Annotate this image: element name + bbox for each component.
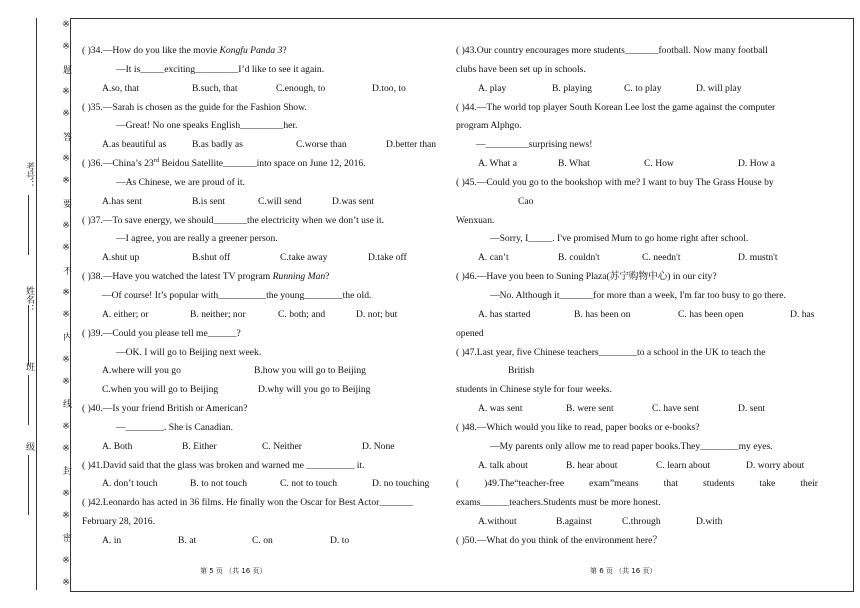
option-a: A.so, that <box>102 82 140 94</box>
q48-stem: ( )48.—Which would you like to read, paper books or e-books? <box>456 421 700 433</box>
option-c: C. How <box>644 158 674 170</box>
option-b: B. has been on <box>574 308 631 320</box>
option-d: D. worry about <box>746 459 805 471</box>
q36-stem: ( )36.—China’s 23rd Beidou Satellite_______into space on June 12, 2016. <box>82 156 366 170</box>
option-c: C.will send <box>258 195 302 207</box>
option-b: B.shut off <box>192 252 231 264</box>
option-a: A. don’t touch <box>102 478 158 490</box>
q45-reply: —Sorry, I_____. I've promised Mum to go home right after school. <box>490 233 749 245</box>
q34-reply: —It is_____exciting_________I’d like to see it again. <box>116 63 325 75</box>
option-b: B.is sent <box>192 195 226 207</box>
option-a: A. talk about <box>478 459 528 471</box>
seal-mark: 封 <box>62 466 72 476</box>
q46-cont: opened <box>456 327 484 339</box>
option-b: B.such, that <box>192 82 238 94</box>
seal-mark: 不 <box>62 265 72 275</box>
seal-mark: ※ <box>62 86 72 97</box>
seal-mark: ※ <box>62 243 72 254</box>
option-a: A. can’t <box>478 252 509 264</box>
q41-stem: ( )41.David said that the glass was broken and warned me __________ it. <box>82 459 365 471</box>
q47-cont1: British <box>508 365 535 377</box>
option-d: D.take off <box>368 252 407 264</box>
option-b: B.as badly as <box>192 139 243 151</box>
option-d: D. will play <box>696 82 742 94</box>
option-b: B. playing <box>552 82 592 94</box>
binding-margin <box>0 0 70 608</box>
seal-mark: ※ <box>62 555 72 566</box>
seal-mark: ※ <box>62 421 72 432</box>
seal-mark: 线 <box>62 399 72 409</box>
option-b: B.how you will go to Beijing <box>254 365 366 377</box>
q47-cont2: students in Chinese style for four weeks. <box>456 384 612 396</box>
seal-mark: 题 <box>62 64 72 74</box>
option-b: B. What <box>558 158 590 170</box>
q46-stem: ( )46.—Have you been to Suning Plaza(苏宁购物中心) in our city? <box>456 271 717 283</box>
option-b: B. Either <box>182 440 217 452</box>
seal-mark: ※ <box>62 488 72 499</box>
q34-stem: ( )34.—How do you like the movie Kongfu Panda 3? <box>82 45 287 56</box>
q49-options <box>456 513 818 532</box>
option-c: C. on <box>252 534 273 546</box>
seal-mark: ※ <box>62 354 72 365</box>
option-d: D.better than <box>386 139 437 151</box>
q45-stem: ( )45.—Could you go to the bookshop with me? I want to buy The Grass House by <box>456 176 774 188</box>
seal-mark: ※ <box>62 444 72 455</box>
q35-reply: —Great! No one speaks English_________her. <box>116 120 298 132</box>
q44-cont: program Alphgo. <box>456 120 522 132</box>
q45-options <box>456 249 818 268</box>
seal-mark: ※ <box>62 42 72 53</box>
seal-mark: 答 <box>62 131 72 141</box>
option-d: D. has <box>790 308 815 320</box>
xingming-label: 姓名： <box>25 286 35 313</box>
option-d: D. None <box>362 440 395 452</box>
seal-mark: ※ <box>62 287 72 298</box>
q40-reply: —________. She is Canadian. <box>116 421 233 433</box>
option-c: C.worse than <box>296 139 347 151</box>
q43-stem: ( )43.Our country encourages more students_______football. Now many football <box>456 45 768 56</box>
q38-options <box>82 306 422 325</box>
q35-options <box>82 136 437 155</box>
option-d: D. sent <box>738 403 766 415</box>
option-a: A. has started <box>478 308 531 320</box>
option-c: C. both; and <box>278 308 326 320</box>
option-a: A.has sent <box>102 195 142 207</box>
q39-options-ab <box>82 362 422 381</box>
seal-mark: ※ <box>62 153 72 164</box>
q37-reply: —I agree, you are really a greener person. <box>116 233 278 245</box>
seal-mark: ※ <box>62 578 72 588</box>
ji-label: 级 <box>25 442 35 451</box>
option-a: A. was sent <box>478 403 523 415</box>
option-a: A. What a <box>478 158 517 170</box>
q42-cont: February 28, 2016. <box>82 516 156 528</box>
option-a: A.shut up <box>102 252 140 264</box>
q46-options <box>456 306 818 325</box>
q43-cont: clubs have been set up in schools. <box>456 63 586 75</box>
option-a: A. in <box>102 534 122 546</box>
q41-options <box>82 475 430 494</box>
q49-cont: exams______teachers.Students must be more honest. <box>456 497 661 509</box>
option-c: C.through <box>622 516 661 528</box>
q40-stem: ( )40.—Is your friend British or American? <box>82 403 248 415</box>
option-a: A.where will you go <box>102 365 181 377</box>
q37-options <box>82 249 422 268</box>
right-column <box>456 42 818 551</box>
q45-cont2: Wenxuan. <box>456 214 495 226</box>
q36-reply: —As Chinese, we are proud of it. <box>116 176 245 188</box>
option-d: D.why will you go to Beijing <box>258 384 371 396</box>
option-b: B. hear about <box>566 459 618 471</box>
option-b: B. were sent <box>566 403 614 415</box>
q44-reply: —_________surprising news! <box>476 139 593 151</box>
seal-mark: ※ <box>62 377 72 388</box>
q39-options-cd <box>82 381 422 400</box>
q43-options <box>456 80 818 99</box>
option-c: C. have sent <box>652 403 700 415</box>
option-a: A.without <box>478 516 517 528</box>
option-c: C. not to touch <box>280 478 338 490</box>
option-d: D. mustn't <box>738 252 778 264</box>
option-b: B. to not touch <box>190 478 248 490</box>
q36-options <box>82 193 422 212</box>
seal-mark: 要 <box>62 198 72 208</box>
option-b: B.against <box>556 516 592 528</box>
option-c: C. has been open <box>678 308 744 320</box>
q40-options <box>82 438 422 457</box>
option-c: C. learn about <box>656 459 711 471</box>
q34-options <box>82 80 422 99</box>
option-c: C.take away <box>280 252 328 264</box>
option-a: A. either; or <box>102 308 149 320</box>
option-b: B. couldn't <box>558 252 600 264</box>
q38-reply: —Of course! It’s popular with__________the young________the old. <box>102 289 372 301</box>
option-d: D. not; but <box>356 308 398 320</box>
q44-options <box>456 155 818 174</box>
q38-stem: ( )38.—Have you watched the latest TV program Running Man? <box>82 271 330 283</box>
page-number-left: 第 5 页 （共 16 页） <box>200 567 267 575</box>
seal-mark: ※ <box>62 176 72 187</box>
q44-stem: ( )44.—The world top player South Korean Lee lost the game against the computer <box>456 101 776 113</box>
option-a: A. Both <box>102 440 133 452</box>
q47-stem: ( )47.Last year, five Chinese teachers________to a school in the UK to teach the <box>456 346 766 358</box>
q46-reply: —No. Although it_______for more than a week, I'm far too busy to go there. <box>490 289 786 301</box>
option-c: C. Neither <box>262 440 302 452</box>
seal-mark: ※ <box>62 220 72 231</box>
kaohao-label: 考号： <box>25 162 35 189</box>
option-b: B. neither; nor <box>190 308 246 320</box>
option-d: D. no touching <box>372 478 430 490</box>
q47-options <box>456 400 818 419</box>
seal-mark: 密 <box>62 533 72 543</box>
option-b: B. at <box>178 534 197 546</box>
left-column <box>82 42 437 551</box>
option-d: D. to <box>330 534 350 546</box>
option-d: D.with <box>696 516 723 528</box>
q42-stem: ( )42.Leonardo has acted in 36 films. He finally won the Oscar for Best Actor_______ <box>82 497 413 509</box>
q37-stem: ( )37.—To save energy, we should_______the electricity when we don’t use it. <box>82 214 385 226</box>
q48-options <box>456 457 818 476</box>
q39-reply: —OK. I will go to Beijing next week. <box>116 346 262 358</box>
ban-label: 班 <box>25 362 35 371</box>
option-c: C.enough, to <box>276 82 326 94</box>
seal-mark: ※ <box>62 109 72 120</box>
option-a: A.as beautiful as <box>102 139 167 151</box>
option-c: C. needn't <box>642 252 681 264</box>
option-a: A. play <box>478 82 507 94</box>
seal-mark: ※ <box>62 310 72 321</box>
q49-stem: ( )49.The“teacher-free exam”means that students take their <box>456 478 818 490</box>
seal-mark: ※ <box>62 20 72 30</box>
page-number-right: 第 6 页 （共 16 页） <box>590 567 657 575</box>
option-c: C.when you will go to Beijing <box>102 384 219 396</box>
seal-mark: 内 <box>62 332 72 342</box>
option-c: C. to play <box>624 82 662 94</box>
q39-stem: ( )39.—Could you please tell me______? <box>82 327 241 339</box>
option-d: D.was sent <box>332 195 375 207</box>
option-d: D.too, to <box>372 82 406 94</box>
option-d: D. How a <box>738 158 776 170</box>
q42-options <box>82 532 422 551</box>
q48-reply: —My parents only allow me to read paper books.They________my eyes. <box>490 440 773 452</box>
q50-stem: ( )50.—What do you think of the environment here？ <box>456 534 662 546</box>
q45-cont1: Cao <box>518 195 534 207</box>
seal-mark: ※ <box>62 511 72 522</box>
q35-stem: ( )35.—Sarah is chosen as the guide for the Fashion Show. <box>82 101 307 113</box>
